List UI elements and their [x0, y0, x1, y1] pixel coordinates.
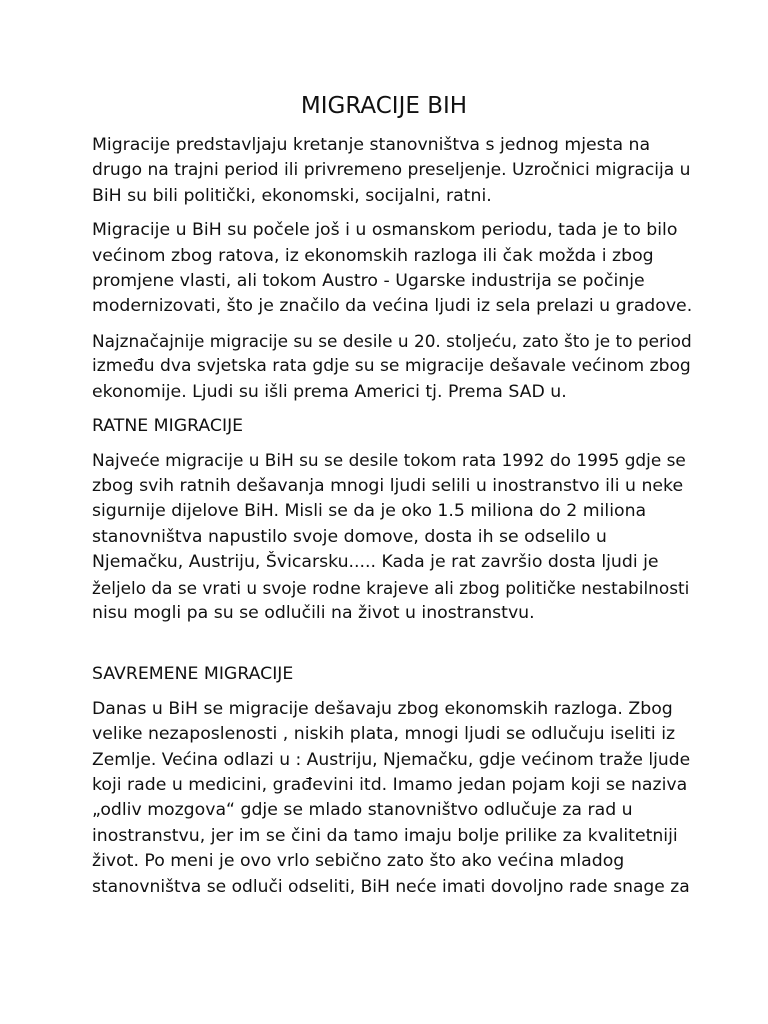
paragraph-intro [92, 133, 692, 209]
text-line: velike nezaposlenosti , niskih plata, mnogi ljudi se odlučuju iseliti iz [92, 724, 676, 745]
document-body [92, 133, 692, 900]
text-line: Migracije u BiH su počele još i u osmanskom periodu, tada je to bilo [92, 220, 678, 241]
text-line: BiH su bili politički, ekonomski, socijalni, ratni. [92, 185, 492, 206]
text-line: „odliv mozgova“ gdje se mlado stanovništvo odlučuje za rad u [92, 800, 633, 821]
text-line: život. Po meni je ovo vrlo sebično zato što ako većina mladog [92, 851, 625, 872]
text-line: željelo da se vrati u svoje rodne krajeve ali zbog političke nestabilnosti [92, 577, 690, 598]
section-heading-text: RATNE MIGRACIJE [92, 416, 244, 437]
text-line: između dva svjetska rata gdje su se migracije dešavale većinom zbog [92, 356, 691, 377]
document-title: MIGRACIJE BIH [300, 93, 468, 119]
text-line: sigurnije dijelove BiH. Misli se da je oko 1.5 miliona do 2 miliona [92, 501, 647, 522]
text-line: Njemačku, Austriju, Švicarsku..... Kada je rat završio dosta ljudi je [92, 552, 659, 573]
paragraph-ottoman-period [92, 218, 692, 320]
text-line: stanovništva se odluči odseliti, BiH neće imati dovoljno rade snage za [92, 876, 690, 897]
text-line: koji rade u medicini, građevini itd. Imamo jedan pojam koji se naziva [92, 774, 688, 795]
paragraph-modern-migrations [92, 697, 692, 900]
text-line: promjene vlasti, ali tokom Austro - Ugarske industrija se počinje [92, 271, 645, 292]
text-line: drugo na trajni period ili privremeno preseljenje. Uzročnici migracija u [92, 160, 691, 181]
section-heading-modern-migrations [92, 662, 692, 687]
section-heading-war-migrations [92, 414, 692, 439]
text-line: ekonomije. Ljudi su išli prema Americi tj. Prema SAD u. [92, 381, 567, 402]
text-line: Najznačajnije migracije su se desile u 20. stoljeću, zato što je to period [92, 330, 692, 351]
text-line: inostranstvu, jer im se čini da tamo imaju bolje prilike za kvalitetniji [92, 825, 678, 846]
text-line: zbog svih ratnih dešavanja mnogi ljudi selili u inostranstvo ili u neke [92, 475, 684, 496]
text-line: modernizovati, što je značilo da većina ljudi iz sela prelazi u gradove. [92, 296, 693, 317]
text-line: stanovništva napustilo svoje domove, dosta ih se odselilo u [92, 526, 607, 547]
paragraph-20th-century [92, 329, 692, 405]
text-line: većinom zbog ratova, iz ekonomskih razloga ili čak možda i zbog [92, 245, 654, 266]
text-line: Najveće migracije u BiH su se desile tokom rata 1992 do 1995 gdje se [92, 450, 686, 471]
section-heading-text: SAVREMENE MIGRACIJE [92, 664, 294, 685]
text-line: nisu mogli pa su se odlučili na život u inostranstvu. [92, 602, 535, 623]
text-line: Zemlje. Većina odlazi u : Austriju, Njemačku, gdje većinom traže ljude [92, 749, 691, 770]
text-line: Migracije predstavljaju kretanje stanovništva s jednog mjesta na [92, 135, 651, 155]
text-line: Danas u BiH se migracije dešavaju zbog ekonomskih razloga. Zbog [92, 698, 673, 719]
paragraph-war-migrations [92, 448, 692, 626]
